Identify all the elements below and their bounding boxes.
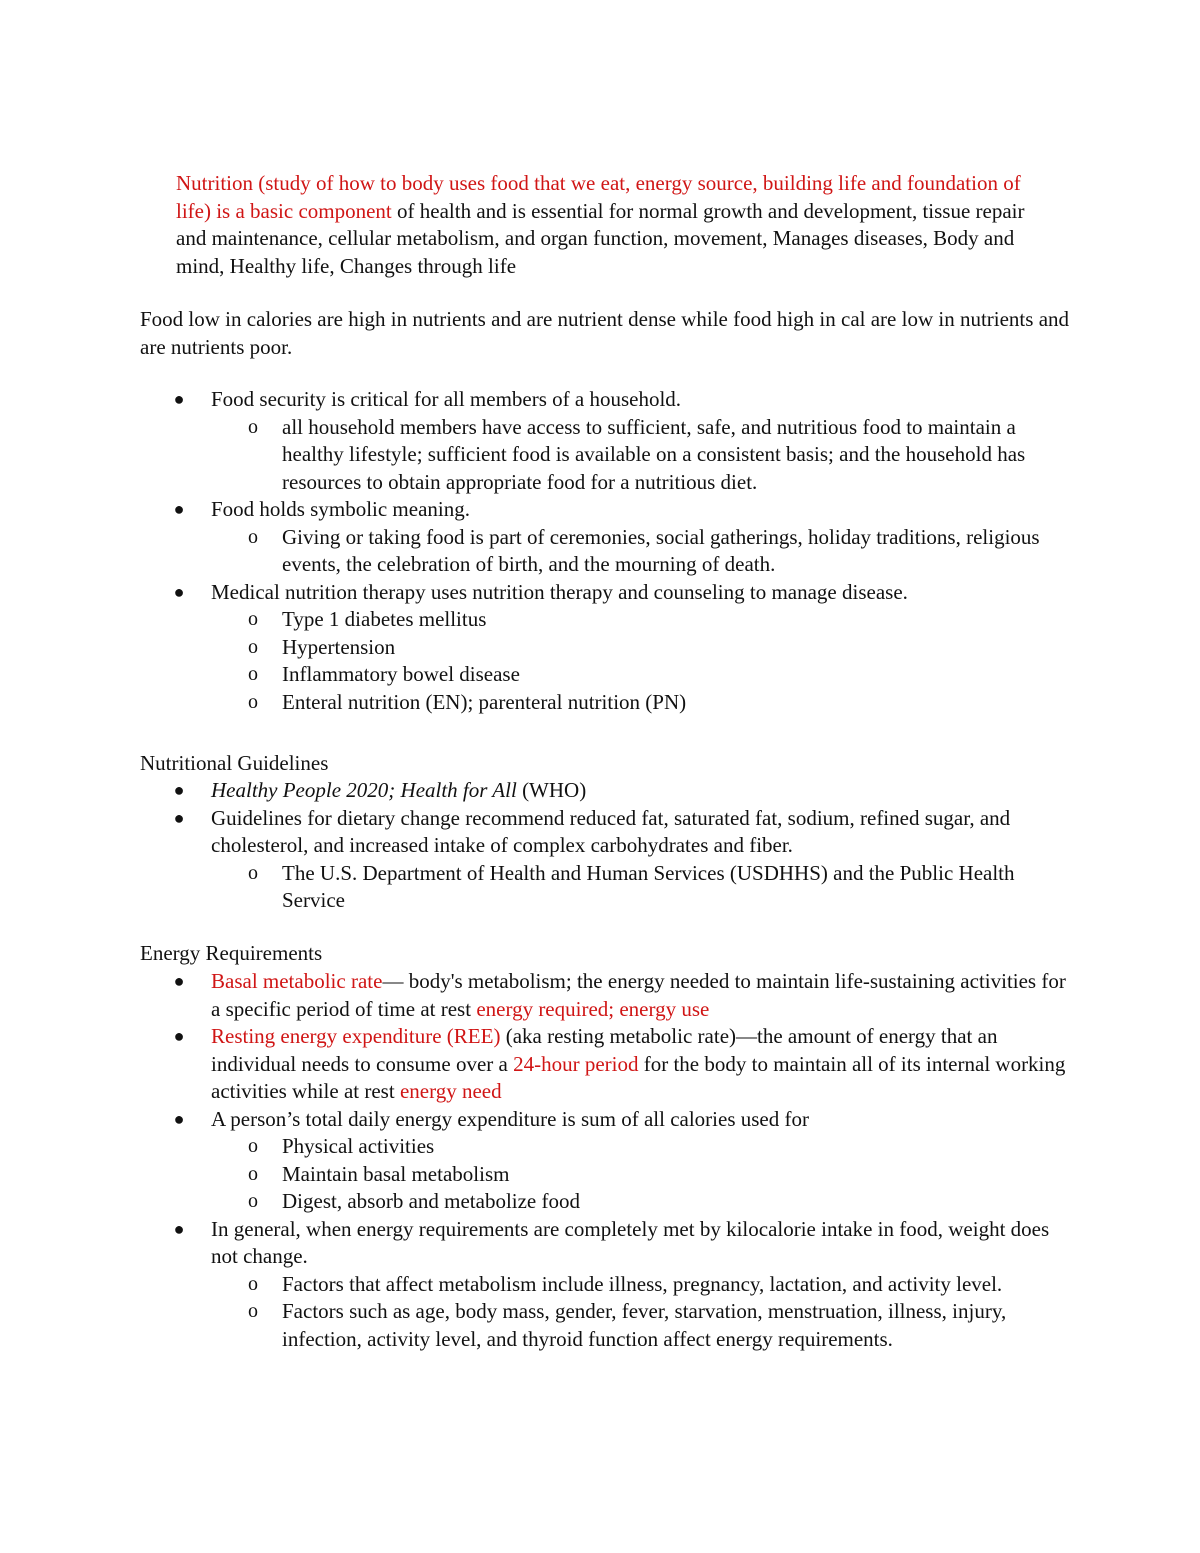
- list-item-text: A person’s total daily energy expenditure is sum of all calories used for: [211, 1106, 809, 1131]
- sub-list-item-text: Digest, absorb and metabolize food: [282, 1189, 580, 1213]
- list-item-text: Guidelines for dietary change recommend reduced fat, saturated fat, sodium, refined sugar, and cholesterol, and increased intake of complex carbohydrates and fiber.: [211, 805, 1011, 857]
- sub-list-item: [211, 414, 1070, 497]
- bmr-note: energy required; energy use: [476, 996, 710, 1021]
- list-item: [140, 777, 1070, 805]
- sub-list-item: [211, 1188, 1070, 1216]
- sub-bullet-icon: o: [248, 861, 258, 884]
- energy-heading: Energy Requirements: [140, 941, 323, 965]
- bullet-icon: ●: [173, 807, 185, 828]
- sub-list: [211, 1133, 1070, 1216]
- sub-list: [211, 524, 1070, 579]
- sub-bullet-icon: o: [248, 635, 258, 658]
- list-item-text: Medical nutrition therapy uses nutrition therapy and counseling to manage disease.: [211, 579, 908, 604]
- ree-note: energy need: [399, 1079, 502, 1103]
- list-item: [140, 386, 1070, 496]
- sub-list-item-text: Giving or taking food is part of ceremonies, social gatherings, holiday traditions, religious events, the celebration of birth, and the mourning of death.: [282, 524, 1040, 576]
- sub-list-item-text: all household members have access to sufficient, safe, and nutritious food to maintain a healthy lifestyle; sufficient food is available on a consistent basis; and the household has resources to obtain appropriate food for a nutritious diet.: [282, 414, 1026, 494]
- sub-list-item: [211, 1133, 1070, 1161]
- sub-bullet-icon: o: [248, 1300, 258, 1322]
- sub-list-item: [211, 1298, 1070, 1353]
- bullet-icon: ●: [173, 971, 185, 991]
- sub-bullet-icon: o: [248, 415, 258, 438]
- nutrition-facts-list: [140, 386, 1070, 716]
- list-item: [140, 1106, 1070, 1216]
- calories-paragraph: Food low in calories are high in nutrients and are nutrient dense while food high in cal are low in nutrients and are nutrients poor.: [140, 307, 1070, 359]
- intro-text: of health and is essential for normal growth and development, tissue repair and maintenance, cellular metabolism, and organ function, movement, Manages diseases, Body and mind, Healthy life, Changes through life: [176, 198, 1025, 278]
- sub-list: [211, 606, 1070, 716]
- list-item: [140, 805, 1070, 915]
- sub-bullet-icon: o: [248, 1135, 258, 1157]
- guidelines-list: [140, 777, 1070, 915]
- list-item: [140, 579, 1070, 717]
- list-item-text: (aka resting metabolic rate)—the amount of energy that an individual needs to consume over a: [211, 1024, 998, 1076]
- sub-list-item-text: The U.S. Department of Health and Human Services (USDHHS) and the Public Health Service: [282, 860, 1015, 912]
- list-item-text: Food holds symbolic meaning.: [211, 497, 470, 521]
- sub-list: [211, 1271, 1070, 1354]
- list-item: [140, 1216, 1070, 1354]
- intro-highlight: Nutrition (study of how to body uses food that we eat, energy source, building life and foundation of life) is a basic component: [176, 171, 1021, 223]
- bullet-icon: ●: [173, 389, 185, 409]
- list-item: [140, 496, 1070, 579]
- sub-list-item-text: Hypertension: [282, 634, 396, 659]
- sub-list-item: [211, 860, 1070, 915]
- bullet-icon: ●: [173, 499, 185, 519]
- bullet-icon: ●: [173, 581, 185, 602]
- sub-list-item: [211, 606, 1070, 634]
- sub-bullet-icon: o: [248, 1162, 258, 1185]
- sub-list: [211, 414, 1070, 497]
- ree-period: 24-hour period: [513, 1051, 639, 1076]
- sub-list-item-text: Physical activities: [282, 1134, 435, 1158]
- guidelines-heading: Nutritional Guidelines: [140, 751, 329, 775]
- sub-bullet-icon: o: [248, 1272, 258, 1295]
- bullet-icon: ●: [173, 1026, 185, 1046]
- sub-list-item: [211, 634, 1070, 662]
- bullet-icon: ●: [173, 1108, 185, 1129]
- sub-list-item-text: Inflammatory bowel disease: [282, 662, 520, 686]
- list-item-text: — body's metabolism; the energy needed to maintain life-sustaining activities for a specific period of time at rest: [211, 969, 1066, 1021]
- intro-paragraph: [176, 170, 1046, 280]
- sub-list: [211, 860, 1070, 915]
- list-item-text: Food security is critical for all members of a household.: [211, 387, 682, 411]
- list-item: [140, 968, 1070, 1023]
- sub-bullet-icon: o: [248, 663, 258, 685]
- sub-bullet-icon: o: [248, 1190, 258, 1212]
- sub-bullet-icon: o: [248, 525, 258, 548]
- list-item-text: In general, when energy requirements are completely met by kilocalorie intake in food, weight does not change.: [211, 1216, 1050, 1268]
- list-item: [140, 1023, 1070, 1106]
- bmr-term: Basal metabolic rate: [211, 969, 383, 993]
- healthy-people-title: Healthy People 2020; Health for All: [211, 778, 517, 802]
- sub-list-item: [211, 1271, 1070, 1299]
- sub-list-item: [211, 661, 1070, 689]
- sub-list-item-text: Maintain basal metabolism: [282, 1161, 510, 1186]
- sub-list-item-text: Type 1 diabetes mellitus: [282, 607, 487, 631]
- bullet-icon: ●: [173, 780, 185, 800]
- sub-list-item-text: Factors that affect metabolism include illness, pregnancy, lactation, and activity level.: [282, 1271, 1003, 1296]
- sub-list-item: [211, 689, 1070, 717]
- list-item-text: for the body to maintain all of its internal working activities while at rest: [211, 1051, 1066, 1103]
- energy-list: [140, 968, 1070, 1353]
- sub-list-item: [211, 1161, 1070, 1189]
- sub-list-item-text: Factors such as age, body mass, gender, fever, starvation, menstruation, illness, injury, infection, activity level, and thyroid function affect energy requirements.: [282, 1299, 1007, 1351]
- bullet-icon: ●: [173, 1218, 185, 1239]
- sub-bullet-icon: o: [248, 690, 258, 713]
- sub-bullet-icon: o: [248, 608, 258, 630]
- list-item-text: (WHO): [516, 778, 587, 802]
- sub-list-item: [211, 524, 1070, 579]
- ree-term: Resting energy expenditure (REE): [211, 1024, 501, 1048]
- sub-list-item-text: Enteral nutrition (EN); parenteral nutrition (PN): [282, 689, 687, 714]
